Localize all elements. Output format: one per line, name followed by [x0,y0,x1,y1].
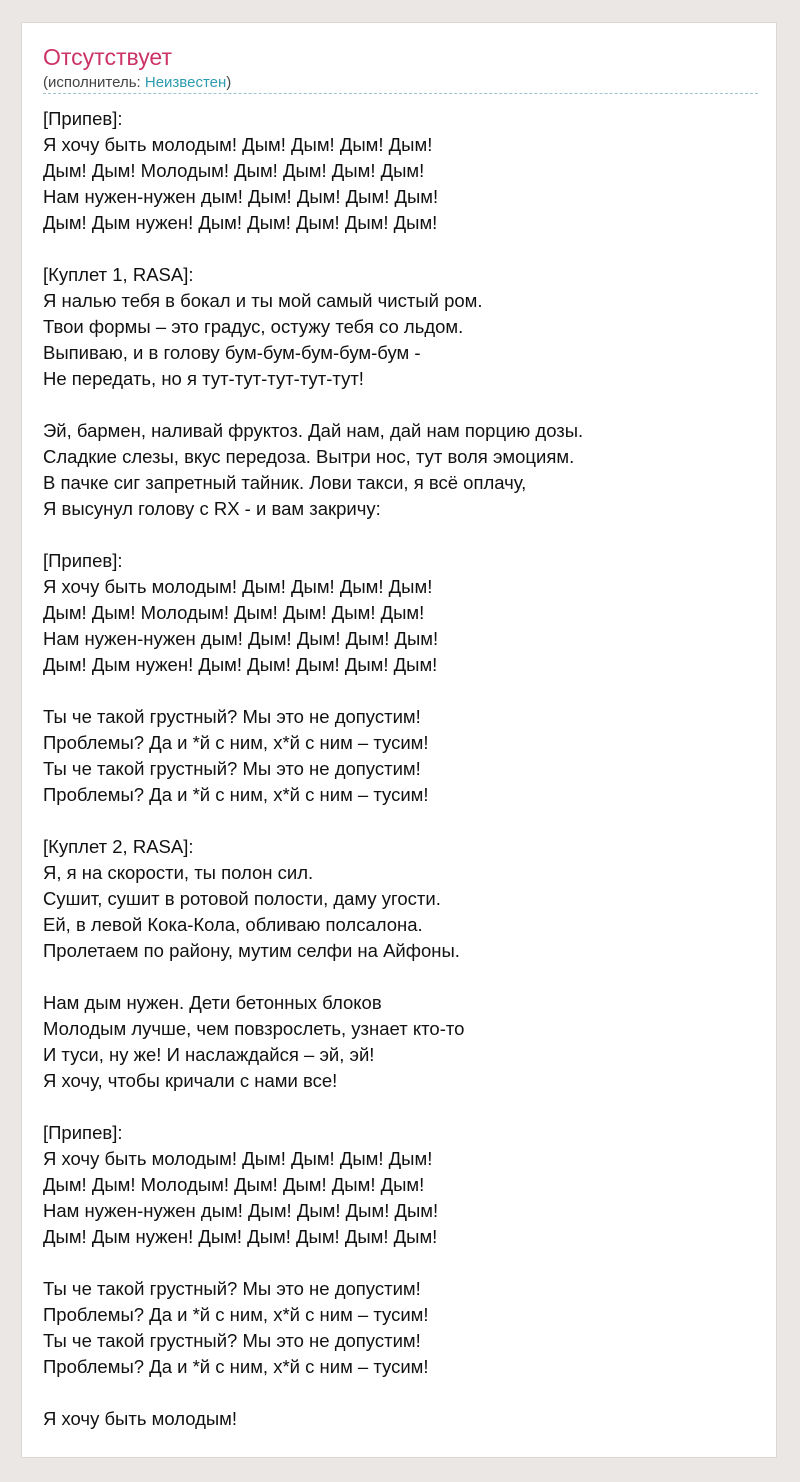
lyric-line: Я хочу быть молодым! Дым! Дым! Дым! Дым! [43,134,433,155]
lyric-line: Проблемы? Да и *й с ним, х*й с ним – тусим! [43,732,429,753]
lyric-line: [Куплет 1, RASA]: [43,264,194,285]
lyric-line [43,236,766,262]
lyric-line: Твои формы – это градус, остужу тебя со льдом. [43,316,464,337]
artist-suffix: ) [226,74,232,91]
lyric-line: Ты че такой грустный? Мы это не допустим! [43,706,421,727]
lyric-line: Дым! Дым! Молодым! Дым! Дым! Дым! Дым! [43,602,425,623]
lyric-line: Ты че такой грустный? Мы это не допустим! [43,758,421,779]
song-title: Отсутствует [43,44,172,70]
lyric-line: Дым! Дым нужен! Дым! Дым! Дым! Дым! Дым! [43,212,438,233]
lyric-line: Дым! Дым нужен! Дым! Дым! Дым! Дым! Дым! [43,1226,438,1247]
artist-prefix: (исполнитель: [43,74,145,91]
lyrics-card [21,22,777,1458]
lyric-line: Я высунул голову с RX - и вам закричу: [43,498,381,519]
lyric-line: Я хочу быть молодым! Дым! Дым! Дым! Дым! [43,576,433,597]
lyric-line: В пачке сиг запретный тайник. Лови такси, я всё оплачу, [43,472,527,493]
lyric-line [43,522,766,548]
lyric-line: Проблемы? Да и *й с ним, х*й с ним – тусим! [43,1356,429,1377]
lyric-line: Пролетаем по району, мутим селфи на Айфоны. [43,940,460,961]
lyric-line: Ты че такой грустный? Мы это не допустим! [43,1330,421,1351]
artist-line [43,73,231,93]
lyric-line: Я хочу быть молодым! [43,1408,238,1429]
lyric-line: Проблемы? Да и *й с ним, х*й с ним – тусим! [43,784,429,805]
lyric-line: Молодым лучше, чем повзрослеть, узнает кто-то [43,1018,465,1039]
lyric-line: Сладкие слезы, вкус передоза. Вытри нос, тут воля эмоциям. [43,446,575,467]
lyric-line [43,1250,766,1276]
lyric-line: Дым! Дым! Молодым! Дым! Дым! Дым! Дым! [43,1174,425,1195]
lyric-line: Сушит, сушит в ротовой полости, даму угости. [43,888,441,909]
lyric-line: Эй, бармен, наливай фруктоз. Дай нам, дай нам порцию дозы. [43,420,584,441]
lyric-line [43,808,766,834]
lyric-line: Я хочу, чтобы кричали с нами все! [43,1070,338,1091]
lyric-line [43,392,766,418]
lyric-line: Я, я на скорости, ты полон сил. [43,862,314,883]
lyric-line: И туси, ну же! И наслаждайся – эй, эй! [43,1044,375,1065]
lyric-line: [Куплет 2, RASA]: [43,836,194,857]
artist-link[interactable]: Неизвестен [144,74,227,91]
lyrics-text [43,106,766,1432]
lyric-line [43,1380,766,1406]
lyric-line: Я налью тебя в бокал и ты мой самый чистый ром. [43,290,483,311]
lyric-line: Я хочу быть молодым! Дым! Дым! Дым! Дым! [43,1148,433,1169]
lyric-line: Дым! Дым! Молодым! Дым! Дым! Дым! Дым! [43,160,425,181]
lyric-line: Не передать, но я тут-тут-тут-тут-тут! [43,368,364,389]
lyric-line: Ей, в левой Кока-Кола, обливаю полсалона. [43,914,423,935]
lyric-line: Нам нужен-нужен дым! Дым! Дым! Дым! Дым! [43,628,439,649]
lyric-line: Ты че такой грустный? Мы это не допустим! [43,1278,421,1299]
lyric-line: Проблемы? Да и *й с ним, х*й с ним – тусим! [43,1304,429,1325]
lyric-line: Нам нужен-нужен дым! Дым! Дым! Дым! Дым! [43,1200,439,1221]
lyric-line: Нам дым нужен. Дети бетонных блоков [43,992,382,1013]
lyric-line: Нам нужен-нужен дым! Дым! Дым! Дым! Дым! [43,186,439,207]
header-divider [43,93,758,94]
lyric-line: [Припев]: [43,108,123,129]
lyric-line: [Припев]: [43,550,123,571]
lyric-line: Дым! Дым нужен! Дым! Дым! Дым! Дым! Дым! [43,654,438,675]
lyric-line [43,964,766,990]
lyric-line: Выпиваю, и в голову бум-бум-бум-бум-бум - [43,342,421,363]
lyric-line [43,678,766,704]
lyric-line: [Припев]: [43,1122,123,1143]
lyric-line [43,1094,766,1120]
